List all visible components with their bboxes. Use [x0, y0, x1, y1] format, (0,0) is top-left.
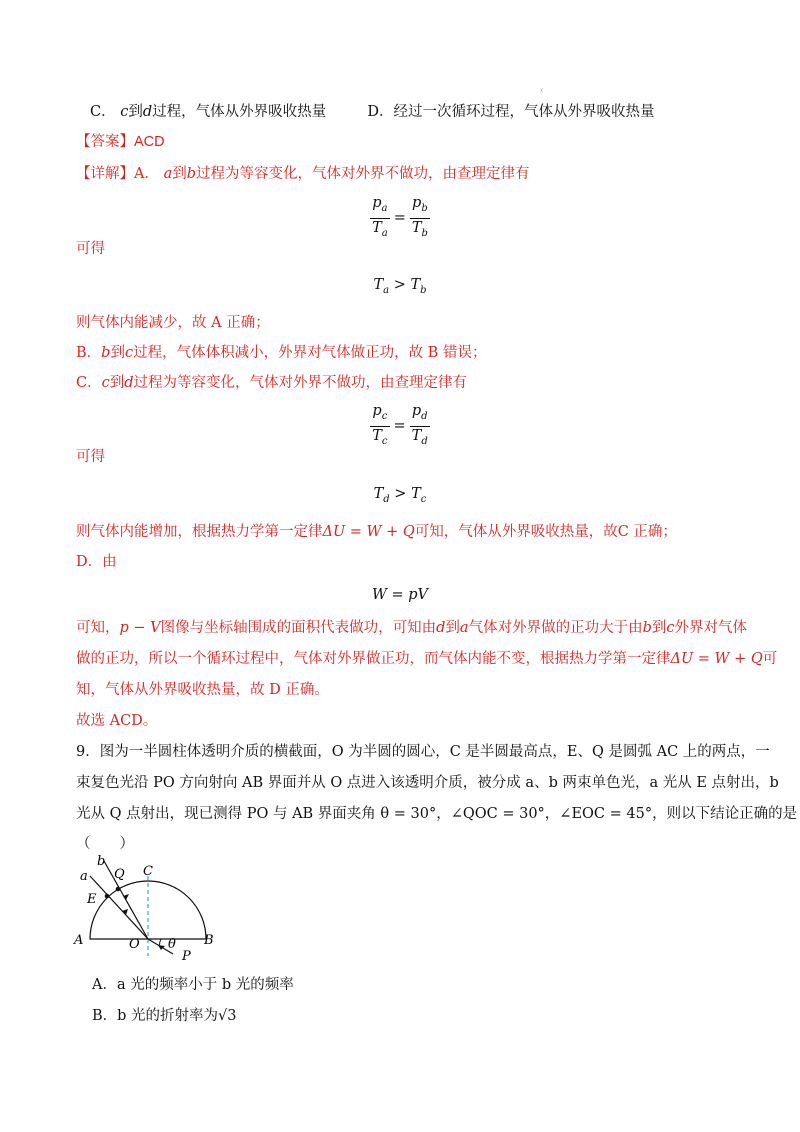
answer-label: 【答案】: [76, 134, 134, 150]
corner-mark: ‹: [540, 86, 544, 96]
equation-work: W = pV: [371, 587, 429, 603]
ray-b-arrow: [123, 894, 129, 900]
label-q: Q: [114, 867, 125, 882]
answer-line: [76, 131, 165, 153]
answer-value: ACD: [134, 134, 165, 150]
label-c: C: [143, 864, 153, 879]
option-c: C． c到d过程，气体从外界吸收热量: [90, 104, 327, 120]
d-para-line-2: 做的正功，所以一个循环过程中，气体对外界做正功，而气体内能不变，根据热力学第一定律ΔU = W + Q可: [76, 651, 778, 667]
label-a: a: [80, 869, 88, 884]
d-para-line-3: 知，气体从外界吸收热量，故 D 正确。: [76, 682, 329, 698]
inequality-ta-tb: $T_a > T_b$: [373, 277, 427, 296]
question9-option-a: A．a 光的频率小于 b 光的频率: [92, 977, 294, 993]
explanation-label: 【详解】: [76, 166, 134, 182]
question9-option-b: B．b 光的折射率为√3: [92, 1008, 237, 1024]
point-q: [116, 887, 121, 892]
c-conclusion: 则气体内能增加，根据热力学第一定律ΔU = W + Q可知，气体从外界吸收热量，故C 正确；: [76, 524, 677, 540]
equation-charles-cd: $\frac{p_c}{T_c}$ = $\frac{p_d}{T_d}$: [372, 403, 428, 447]
explanation-c-line: C．c到d过程为等容变化，气体对外界不做功，由查理定律有: [76, 375, 468, 391]
question9-line-1: 9．图为一半圆柱体透明介质的横截面，O 为半圆的圆心，C 是半圆最高点，E、Q 是圆弧 AC 上的两点，一: [76, 744, 770, 760]
question9-line-2: 束复色光沿 PO 方向射向 AB 界面并从 O 点进入该透明介质，被分成 a、b 两束单色光，a 光从 E 点射出，b: [76, 775, 779, 791]
explanation-d-line: D．由: [76, 554, 117, 570]
a-conclusion: 则气体内能减少，故 A 正确；: [76, 315, 270, 331]
label-a-point: A: [74, 933, 84, 948]
final-answer: 故选 ACD。: [76, 713, 158, 729]
equation-charles-ab: $\frac{p_a}{T_a}$ = $\frac{p_b}{T_b}$: [372, 195, 428, 239]
label-e: E: [87, 892, 97, 907]
label-theta: θ: [168, 937, 176, 952]
label-p: P: [182, 949, 191, 961]
kede-2: 可得: [76, 449, 105, 465]
explanation-b-line: B．b到c过程，气体体积减小，外界对气体做正功，故 B 错误；: [76, 345, 487, 361]
d-para-line-1: 可知，p − V图像与坐标轴围成的面积代表做功，可知由d到a气体对外界做的正功大于由b到c外界对气体: [76, 620, 747, 636]
label-o: O: [129, 937, 140, 952]
inequality-td-tc: $T_d > T_c$: [373, 486, 427, 505]
options-cd-line: [90, 101, 655, 123]
sqrt-three: √3: [218, 1008, 237, 1024]
semicircle-diagram: [70, 836, 230, 961]
question9-line-3: 光从 Q 点射出，现已测得 PO 与 AB 界面夹角 θ = 30°，∠QOC = 30°，∠EOC = 45°，则以下结论正确的是: [76, 806, 798, 822]
kede-1: 可得: [76, 241, 105, 257]
explanation-a-line: 【详解】A． a到b过程为等容变化，气体对外界不做功，由查理定律有: [76, 166, 530, 182]
option-d: D．经过一次循环过程，气体从外界吸收热量: [367, 104, 655, 120]
question9-answer-paren: （ ）: [76, 836, 134, 852]
label-b-point: B: [204, 933, 214, 948]
point-e: [105, 894, 110, 899]
theta-arc: [160, 939, 162, 945]
label-b: b: [97, 854, 106, 869]
semicircle-outline: [90, 881, 206, 939]
